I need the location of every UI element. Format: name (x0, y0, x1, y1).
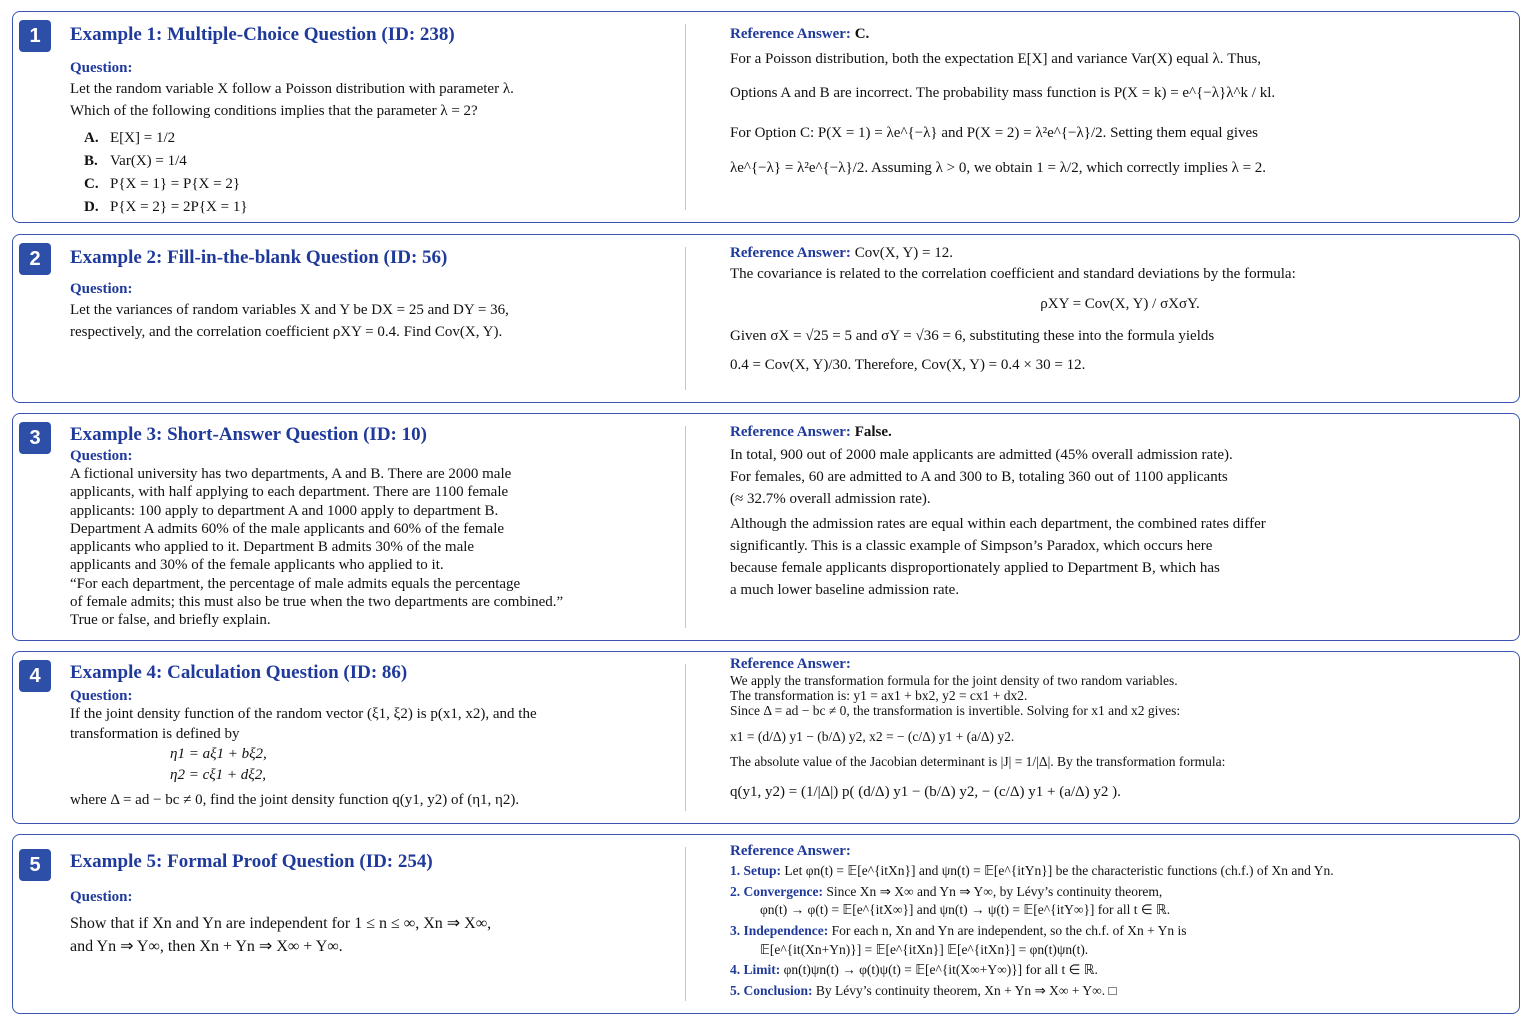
answer-line: Given σX = √25 = 5 and σY = √36 = 6, substituting these into the formula yields (730, 327, 1215, 344)
option-letter: C. (84, 176, 99, 192)
question-line: Which of the following conditions implies that the parameter λ = 2? (70, 102, 478, 119)
answer-line: In total, 900 out of 2000 male applicants are admitted (45% overall admission rate). (730, 447, 1233, 463)
answer-formula: q(y1, y2) = (1/|Δ|) p( (d/Δ) y1 − (b/Δ) y2, − (c/Δ) y1 + (a/Δ) y2 ). (730, 783, 1121, 800)
answer-line: Since Δ = ad − bc ≠ 0, the transformation is invertible. Solving for x1 and x2 gives: (730, 703, 1181, 719)
reference-answer-label: Reference Answer: (730, 245, 851, 261)
option-item (70, 150, 670, 173)
reference-answer-heading (730, 26, 1510, 43)
example-title: Example 1: Multiple-Choice Question (ID: 238) (70, 24, 455, 45)
proof-step-text: For each n, Xn and Yn are independent, so the ch.f. of Xn + Yn is (831, 922, 1187, 938)
reference-answer-label: Reference Answer: (730, 26, 851, 42)
reference-answer-heading (730, 843, 1510, 860)
proof-step-label: 4. Limit: (730, 962, 781, 978)
column-divider (685, 24, 686, 210)
answer-line: For females, 60 are admitted to A and 300 to B, totaling 360 out of 1100 applicants (730, 468, 1228, 485)
proof-step-text: By Lévy’s continuity theorem, Xn + Yn ⇒ X∞ + Y∞. □ (815, 982, 1117, 998)
reference-answer-heading (730, 245, 1510, 262)
option-item (70, 173, 670, 196)
reference-answer-label: Reference Answer: (730, 656, 851, 672)
question-line: applicants, with half applying to each department. There are 1100 female (70, 484, 509, 501)
answer-line: For a Poisson distribution, both the expectation E[X] and variance Var(X) equal λ. Thus, (730, 51, 1262, 67)
proof-step (730, 862, 1510, 881)
proof-step-label: 2. Convergence: (730, 883, 823, 899)
proof-step (730, 922, 1510, 941)
question-line: Let the random variable X follow a Poisson distribution with parameter λ. (70, 81, 514, 97)
question-label: Question: (70, 889, 133, 905)
proof-step (730, 961, 1510, 980)
question-label: Question: (70, 448, 133, 464)
question-line: where Δ = ad − bc ≠ 0, find the joint density function q(y1, y2) of (η1, η2). (70, 792, 520, 808)
example-card-1 (12, 11, 1520, 223)
column-divider (685, 426, 686, 628)
example-number-badge: 1 (19, 20, 51, 52)
example-card-2 (12, 234, 1520, 403)
proof-step-label: 3. Independence: (730, 922, 829, 938)
answer-line: significantly. This is a classic example of Simpson’s Paradox, which occurs here (730, 538, 1213, 554)
question-line: A fictional university has two departments, A and B. There are 2000 male (70, 466, 512, 482)
answer-line: λe^{−λ} = λ²e^{−λ}/2. Assuming λ > 0, we obtain 1 = λ/2, which correctly implies λ = 2. (730, 160, 1267, 177)
reference-answer-value: Cov(X, Y) = 12. (854, 245, 954, 261)
answer-formula: x1 = (d/Δ) y1 − (b/Δ) y2, x2 = − (c/Δ) y1 + (a/Δ) y2. (730, 729, 1015, 745)
example-number-badge: 4 (19, 660, 51, 692)
question-label: Question: (70, 281, 133, 297)
question-panel (70, 424, 670, 630)
proof-step (730, 982, 1510, 1001)
answer-line: The absolute value of the Jacobian determinant is |J| = 1/|Δ|. By the transformation formula: (730, 753, 1226, 769)
question-panel (70, 245, 670, 344)
answer-line: The transformation is: y1 = ax1 + bx2, y2 = cx1 + dx2. (730, 688, 1028, 704)
option-text: Var(X) = 1/4 (110, 152, 187, 169)
example-number-badge: 2 (19, 243, 51, 275)
example-title: Example 3: Short-Answer Question (ID: 10) (70, 424, 427, 445)
question-line: Let the variances of random variables X and Y be DX = 25 and DY = 36, (70, 302, 509, 318)
answer-line: a much lower baseline admission rate. (730, 581, 960, 598)
reference-answer-label: Reference Answer: (730, 843, 851, 859)
question-line: transformation is defined by (70, 725, 240, 742)
answer-line: Options A and B are incorrect. The probability mass function is P(X = k) = e^{−λ}λ^k / kl. (730, 84, 1276, 101)
question-line: respectively, and the correlation coefficient ρXY = 0.4. Find Cov(X, Y). (70, 323, 503, 340)
answer-panel (730, 845, 1510, 1000)
column-divider (685, 247, 686, 390)
option-letter: D. (84, 199, 99, 216)
example-title: Example 5: Formal Proof Question (ID: 254) (70, 851, 433, 872)
option-text: E[X] = 1/2 (110, 129, 176, 146)
answer-line: Although the admission rates are equal within each department, the combined rates differ (730, 516, 1266, 533)
question-line: “For each department, the percentage of male admits equals the percentage (70, 575, 521, 592)
question-panel (70, 22, 670, 220)
answer-line: 0.4 = Cov(X, Y)/30. Therefore, Cov(X, Y) = 0.4 × 30 = 12. (730, 357, 1086, 374)
question-label: Question: (70, 688, 133, 704)
question-line: applicants who applied to it. Department B admits 30% of the male (70, 539, 475, 556)
proof-step-text: Since Xn ⇒ X∞ and Yn ⇒ Y∞, by Lévy’s continuity theorem, (826, 883, 1163, 899)
proof-step-label: 1. Setup: (730, 863, 782, 878)
example-number-badge: 3 (19, 422, 51, 454)
answer-formula: ρXY = Cov(X, Y) / σXσY. (1040, 295, 1200, 312)
example-card-4 (12, 651, 1520, 824)
proof-step-continuation: 𝔼[e^{it(Xn+Yn)}] = 𝔼[e^{itXn}] 𝔼[e^{itXn}] = φn(t)ψn(t). (760, 941, 1089, 957)
question-equation: η1 = aξ1 + bξ2, (170, 746, 267, 762)
proof-step-continuation: φn(t) → φ(t) = 𝔼[e^{itX∞}] and ψn(t) → ψ(t) = 𝔼[e^{itY∞}] for all t ∈ ℝ. (760, 902, 1171, 918)
reference-answer-label: Reference Answer: (730, 424, 851, 440)
answer-line: We apply the transformation formula for the joint density of two random variables. (730, 673, 1178, 688)
example-number-badge: 5 (19, 849, 51, 881)
question-line: If the joint density function of the random vector (ξ1, ξ2) is p(x1, x2), and the (70, 706, 537, 722)
answer-line: because female applicants disproportionately applied to Department B, which has (730, 559, 1220, 576)
option-item (70, 127, 670, 150)
example-card-3 (12, 413, 1520, 641)
question-line: Show that if Xn and Yn are independent for 1 ≤ n ≤ ∞, Xn ⇒ X∞, (70, 915, 492, 932)
question-equation: η2 = cξ1 + dξ2, (170, 767, 266, 783)
example-card-5 (12, 834, 1520, 1014)
option-item (70, 196, 670, 219)
question-line: applicants: 100 apply to department A and 1000 apply to department B. (70, 502, 499, 519)
column-divider (685, 664, 686, 811)
question-label: Question: (70, 60, 133, 76)
question-line: of female admits; this must also be true when the two departments are combined.” (70, 594, 564, 611)
question-line: and Yn ⇒ Y∞, then Xn + Yn ⇒ X∞ + Y∞. (70, 938, 343, 956)
example-title: Example 2: Fill-in-the-blank Question (ID: 56) (70, 247, 448, 268)
answer-panel (730, 656, 1510, 803)
reference-answer-value: C. (854, 26, 870, 42)
answer-line: For Option C: P(X = 1) = λe^{−λ} and P(X = 2) = λ²e^{−λ}/2. Setting them equal gives (730, 124, 1259, 141)
proof-step-label: 5. Conclusion: (730, 982, 813, 998)
proof-step-text: Let φn(t) = 𝔼[e^{itXn}] and ψn(t) = 𝔼[e^{itYn}] be the characteristic functions (ch.f.) of Xn and Yn. (784, 863, 1334, 878)
reference-answer-value: False. (854, 424, 892, 440)
reference-answer-heading (730, 656, 1510, 673)
answer-panel (730, 22, 1510, 180)
answer-panel (730, 424, 1510, 601)
question-line: applicants and 30% of the female applicants who applied to it. (70, 557, 444, 574)
proof-step-text: φn(t)ψn(t) → φ(t)ψ(t) = 𝔼[e^{it(X∞+Y∞)}] for all t ∈ ℝ. (783, 962, 1098, 978)
option-letter: A. (84, 129, 99, 146)
question-panel (70, 845, 670, 958)
answer-line: (≈ 32.7% overall admission rate). (730, 490, 931, 507)
column-divider (685, 847, 686, 1001)
answer-panel (730, 245, 1510, 377)
option-text: P{X = 2} = 2P{X = 1} (110, 199, 248, 216)
option-text: P{X = 1} = P{X = 2} (110, 176, 241, 192)
proof-step (730, 883, 1510, 902)
question-line: True or false, and briefly explain. (70, 612, 271, 629)
option-letter: B. (84, 152, 98, 169)
example-title: Example 4: Calculation Question (ID: 86) (70, 662, 408, 683)
reference-answer-heading (730, 424, 1510, 441)
question-line: Department A admits 60% of the male applicants and 60% of the female (70, 520, 505, 537)
question-panel (70, 662, 670, 812)
answer-line: The covariance is related to the correlation coefficient and standard deviations by the formula: (730, 266, 1296, 282)
